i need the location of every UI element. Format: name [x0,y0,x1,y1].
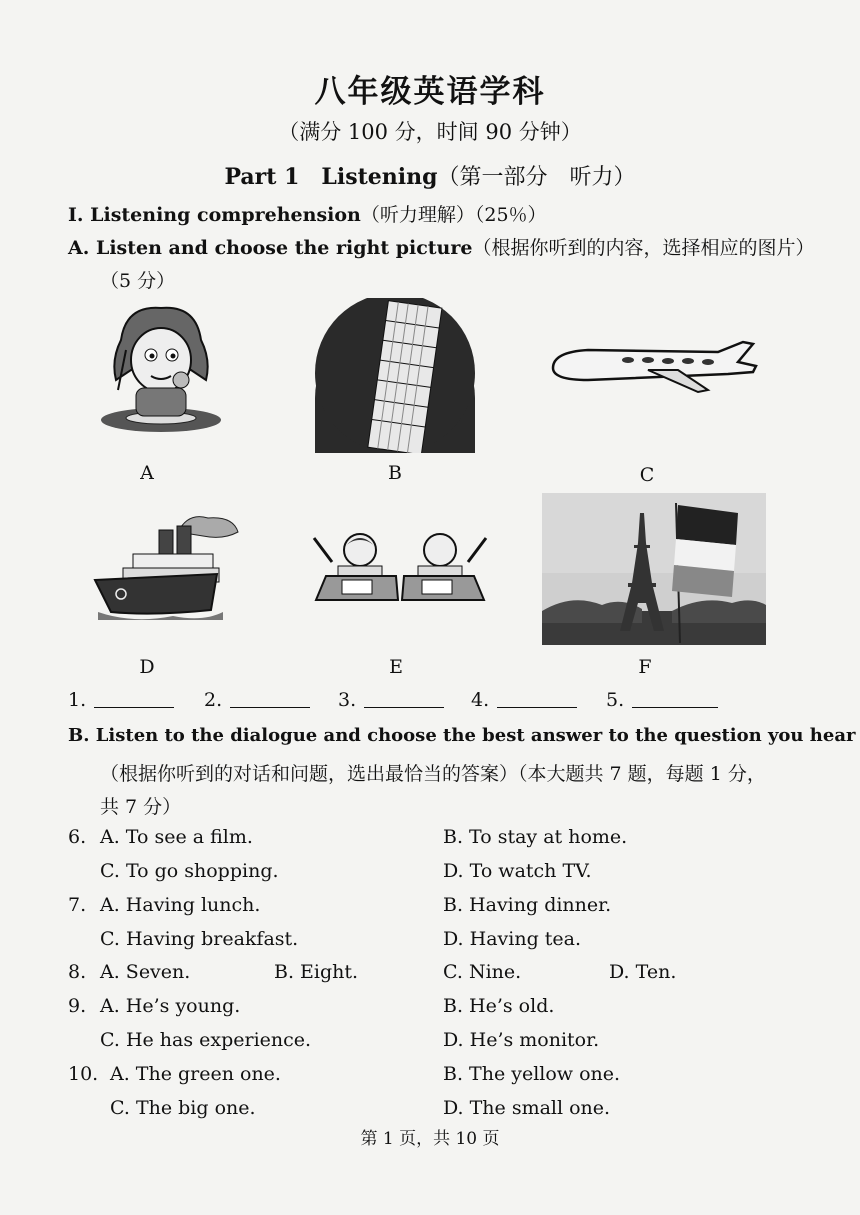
option-a[interactable]: A. Having lunch. [100,894,261,916]
question-number: 6. [68,826,87,848]
question-number: 10. [68,1063,99,1085]
option-b[interactable]: B. Eight. [274,961,359,983]
section-b-title: B. Listen to the dialogue and choose the best answer to the question you hear [68,725,856,746]
picture-label-a: A [140,462,154,484]
option-d[interactable]: D. The small one. [443,1097,611,1119]
page-footer: 第 1 页，共 10 页 [360,1129,500,1149]
part-label: Part 1 [224,164,300,190]
part-name: Listening [321,164,438,190]
question-number: 7. [68,894,87,916]
question-number: 8. [68,961,87,983]
option-a[interactable]: A. Seven. [100,961,191,983]
page-subtitle: （满分 100 分，时间 90 分钟） [278,120,582,144]
option-d[interactable]: D. To watch TV. [443,860,592,882]
option-d[interactable]: D. He’s monitor. [443,1029,600,1051]
option-c[interactable]: C. The big one. [110,1097,256,1119]
section-a-title: A. Listen and choose the right picture [68,237,473,259]
part-cn: （第一部分 听力） [437,165,636,190]
section-b-cn-line2: 共 7 分） [100,796,182,818]
section-1-cn: （听力理解）（25％） [360,204,547,226]
option-c[interactable]: C. Nine. [443,961,522,983]
eiffel-tower-icon [542,493,766,645]
answer-blank-4[interactable]: 4. [471,689,577,711]
option-a[interactable]: A. The green one. [110,1063,281,1085]
option-d[interactable]: D. Ten. [609,961,677,983]
girl-eating-icon [96,300,226,435]
ship-icon [93,512,241,624]
picture-label-c: C [639,464,655,486]
answer-blank-3[interactable]: 3. [338,689,444,711]
option-c[interactable]: C. To go shopping. [100,860,279,882]
section-b-cn-line1: （根据你听到的对话和问题，选出最恰当的答案）（本大题共 7 题，每题 1 分， [100,763,766,785]
leaning-tower-icon [310,298,480,453]
picture-label-e: E [389,656,403,678]
option-b[interactable]: B. Having dinner. [443,894,612,916]
answer-blank-1[interactable]: 1. [68,689,174,711]
option-b[interactable]: B. To stay at home. [443,826,628,848]
part-heading [0,160,860,191]
section-a-cn: （根据你听到的内容，选择相应的图片） [472,237,815,259]
answer-blank-5[interactable]: 5. [606,689,718,711]
option-d[interactable]: D. Having tea. [443,928,582,950]
section-1-title: I. Listening comprehension [68,204,361,226]
question-number: 9. [68,995,87,1017]
picture-label-b: B [388,462,402,484]
page-title: 八年级英语学科 [314,74,546,110]
students-icon [312,528,488,604]
option-b[interactable]: B. He’s old. [443,995,555,1017]
option-a[interactable]: A. He’s young. [100,995,241,1017]
option-b[interactable]: B. The yellow one. [443,1063,621,1085]
airplane-icon [548,340,760,395]
section-1-heading [68,200,547,227]
section-a-heading [68,233,814,260]
option-c[interactable]: C. Having breakfast. [100,928,299,950]
option-a[interactable]: A. To see a film. [100,826,253,848]
option-c[interactable]: C. He has experience. [100,1029,312,1051]
picture-label-d: D [139,656,155,678]
picture-label-f: F [638,656,652,678]
answer-blank-2[interactable]: 2. [204,689,310,711]
section-a-score: （5 分） [100,270,176,292]
